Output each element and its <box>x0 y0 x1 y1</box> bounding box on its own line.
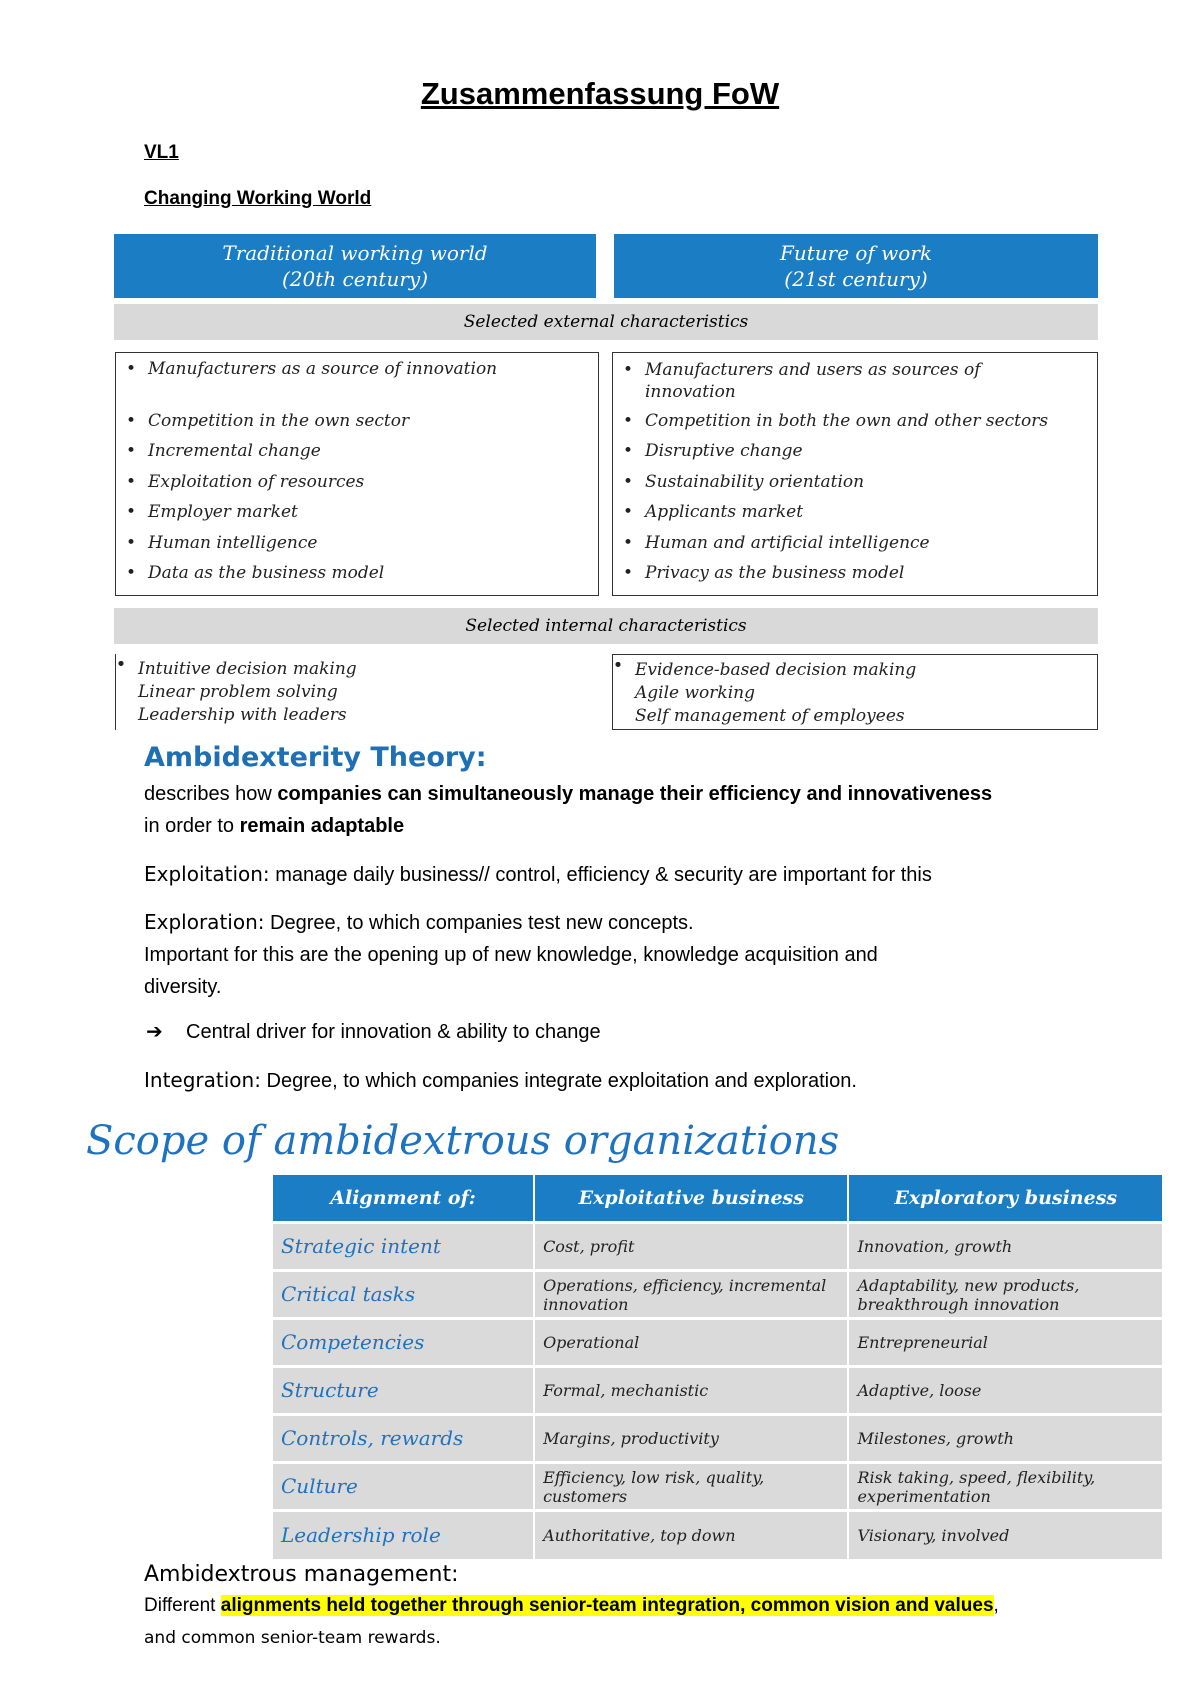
traditional-header <box>114 234 596 298</box>
ambidexterity-title: Ambidexterity Theory: <box>144 742 487 773</box>
table-cell: Adaptive, loose <box>848 1367 1163 1415</box>
table-cell: Risk taking, speed, flexibility, experimentation <box>848 1463 1163 1511</box>
characteristic-item: • Data as the business model <box>126 563 578 583</box>
future-header <box>614 234 1098 298</box>
exploration-text-2: Important for this are the opening up of new knowledge, knowledge acquisition and <box>144 944 878 966</box>
management-text-post: , <box>993 1595 999 1616</box>
exploration-text-3: diversity. <box>144 976 222 998</box>
traditional-title: Traditional working world <box>222 241 488 265</box>
arrow-icon: ➔ <box>146 1021 163 1043</box>
row-header-cell: Strategic intent <box>273 1223 534 1271</box>
table-row <box>273 1367 1163 1415</box>
desc-text: describes how <box>144 783 278 805</box>
scope-table-header <box>273 1175 1163 1223</box>
table-cell: Milestones, growth <box>848 1415 1163 1463</box>
table-cell: Visionary, involved <box>848 1511 1163 1559</box>
desc-text-2: in order to <box>144 815 240 837</box>
header-exploitative: Exploitative business <box>534 1175 848 1223</box>
characteristic-item: • Disruptive change <box>623 441 1075 461</box>
table-cell: Margins, productivity <box>534 1415 848 1463</box>
table-cell: Authoritative, top down <box>534 1511 848 1559</box>
traditional-subtitle: (20th century) <box>281 267 429 291</box>
table-cell: Innovation, growth <box>848 1223 1163 1271</box>
row-header-cell: Competencies <box>273 1319 534 1367</box>
characteristic-item: • Competition in both the own and other sectors <box>623 411 1075 431</box>
header-exploratory: Exploratory business <box>848 1175 1163 1223</box>
document-title: Zusammenfassung FoW <box>420 76 780 111</box>
characteristic-item: • Employer market <box>126 502 578 522</box>
table-row <box>273 1463 1163 1511</box>
characteristic-item: • Incremental change <box>126 441 578 461</box>
driver-line <box>146 1016 1106 1048</box>
characteristic-item: • Applicants market <box>623 502 1075 522</box>
external-characteristics-band: Selected external characteristics <box>114 304 1098 340</box>
table-cell: Operations, efficiency, incremental innovation <box>534 1271 848 1319</box>
management-highlight: alignments held together through senior-team integration, common vision and values <box>220 1595 994 1616</box>
table-cell: Cost, profit <box>534 1223 848 1271</box>
table-row <box>273 1271 1163 1319</box>
table-row <box>273 1511 1163 1559</box>
table-row <box>273 1415 1163 1463</box>
future-subtitle: (21st century) <box>784 267 928 291</box>
table-cell: Entrepreneurial <box>848 1319 1163 1367</box>
table-cell: Operational <box>534 1319 848 1367</box>
table-cell: Adaptability, new products, breakthrough innovation <box>848 1271 1163 1319</box>
desc-bold-2: remain adaptable <box>239 815 405 837</box>
characteristic-item: • Self management of employees <box>613 705 1097 728</box>
row-header-cell: Leadership role <box>273 1511 534 1559</box>
characteristic-item: • Evidence-based decision making <box>613 659 1097 682</box>
scope-title: Scope of ambidextrous organizations <box>86 1118 840 1164</box>
table-row <box>273 1319 1163 1367</box>
row-header-cell: Controls, rewards <box>273 1415 534 1463</box>
ambidexterity-description <box>144 778 1104 842</box>
row-header-cell: Critical tasks <box>273 1271 534 1319</box>
internal-right-box <box>612 654 1098 730</box>
management-title: Ambidextrous management: <box>144 1562 459 1587</box>
exploration-block <box>144 906 1104 1003</box>
exploration-label: Exploration: <box>144 910 265 934</box>
table-row <box>273 1223 1163 1271</box>
row-header-cell: Culture <box>273 1463 534 1511</box>
characteristic-item: • Linear problem solving <box>116 681 599 704</box>
external-right-box <box>612 352 1098 596</box>
characteristic-item: • Manufacturers and users as sources of innovation <box>623 359 1025 403</box>
integration-line <box>144 1064 1104 1097</box>
characteristic-item: • Intuitive decision making <box>116 658 599 681</box>
characteristic-item: • Privacy as the business model <box>623 563 1075 583</box>
characteristic-item: • Human and artificial intelligence <box>623 533 1075 553</box>
future-title: Future of work <box>779 241 933 265</box>
header-alignment: Alignment of: <box>273 1175 534 1223</box>
section-heading: Changing Working World <box>144 188 372 209</box>
characteristic-item: • Sustainability orientation <box>623 472 1075 492</box>
characteristic-item: • Leadership with leaders <box>116 704 599 727</box>
characteristic-item: • Exploitation of resources <box>126 472 578 492</box>
exploitation-text: manage daily business// control, efficiency & security are important for this <box>269 864 932 886</box>
table-cell: Efficiency, low risk, quality, customers <box>534 1463 848 1511</box>
internal-characteristics-band: Selected internal characteristics <box>114 608 1098 644</box>
lecture-heading: VL1 <box>144 142 179 163</box>
internal-left-box <box>115 654 599 730</box>
scope-table <box>273 1175 1164 1559</box>
characteristic-item: • Manufacturers as a source of innovation <box>126 359 578 379</box>
characteristic-item: • Agile working <box>613 682 1097 705</box>
exploitation-label: Exploitation: <box>144 862 270 886</box>
exploitation-line <box>144 858 1104 891</box>
integration-text: Degree, to which companies integrate exploitation and exploration. <box>260 1070 857 1092</box>
management-text-line-1 <box>144 1590 999 1622</box>
exploration-text: Degree, to which companies test new concepts. <box>264 912 694 934</box>
driver-text: Central driver for innovation & ability to change <box>186 1021 601 1043</box>
characteristic-item: • Competition in the own sector <box>126 411 578 431</box>
row-header-cell: Structure <box>273 1367 534 1415</box>
table-cell: Formal, mechanistic <box>534 1367 848 1415</box>
characteristic-item: • Human intelligence <box>126 533 578 553</box>
external-left-box <box>115 352 599 596</box>
integration-label: Integration: <box>144 1068 261 1092</box>
management-text-pre: Different <box>144 1595 221 1616</box>
desc-bold: companies can simultaneously manage their efficiency and innovativeness <box>277 783 993 805</box>
management-text-line-2: and common senior-team rewards. <box>144 1628 441 1648</box>
